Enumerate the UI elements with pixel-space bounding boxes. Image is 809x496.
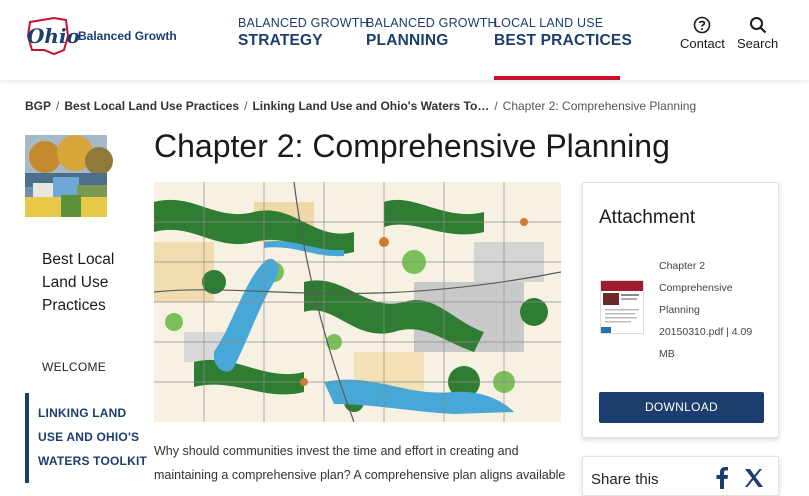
- search-label: Search: [737, 36, 779, 51]
- pdf-thumbnail[interactable]: [600, 280, 644, 334]
- facebook-icon[interactable]: [715, 467, 729, 494]
- file-name-line: Chapter 2: [659, 260, 706, 272]
- share-card: [582, 456, 779, 496]
- land-use-map-image: [154, 182, 561, 422]
- breadcrumb: BGP / Best Local Land Use Practices / Linking Land Use and Ohio's Waters To… / Chapter 2: Comprehensive Planning: [25, 99, 697, 113]
- nav-planning-bottom: PLANNING: [366, 32, 449, 49]
- nav-planning[interactable]: [366, 16, 497, 50]
- nav-best-practices-bottom: BEST PRACTICES: [494, 32, 633, 49]
- contact-label: Contact: [680, 36, 725, 51]
- nav-strategy[interactable]: [238, 16, 369, 50]
- search-icon: [749, 16, 767, 34]
- nav-best-practices[interactable]: [494, 16, 632, 50]
- attachment-card: [582, 182, 779, 438]
- sidebar-item-toolkit[interactable]: [25, 393, 155, 483]
- nav-strategy-bottom: STRATEGY: [238, 32, 323, 49]
- breadcrumb-link[interactable]: Best Local Land Use Practices: [64, 99, 240, 113]
- attachment-title: Attachment: [599, 207, 696, 228]
- share-label: Share this: [591, 471, 659, 488]
- breadcrumb-link[interactable]: BGP: [25, 99, 52, 113]
- page-title: Chapter 2: Comprehensive Planning: [154, 128, 670, 164]
- x-icon[interactable]: [743, 467, 765, 494]
- nav-strategy-top: BALANCED GROWTH: [238, 16, 369, 30]
- download-button[interactable]: DOWNLOAD: [599, 392, 764, 423]
- ohio-logo[interactable]: [24, 16, 177, 56]
- nav-planning-top: BALANCED GROWTH: [366, 16, 497, 30]
- file-name-line: Planning: [659, 304, 700, 316]
- ohio-logo-icon: [24, 16, 80, 56]
- intro-paragraph: Why should communities invest the time and effort in creating and maintaining a comprehensive plan? A comprehensive plan aligns available: [154, 444, 566, 482]
- site-header: [0, 0, 809, 80]
- svg-text:Ohio: Ohio: [27, 24, 80, 48]
- sidebar-item-toolkit-label: LINKING LAND USE AND OHIO'S WATERS TOOLKIT: [38, 406, 148, 468]
- nav-best-practices-top: LOCAL LAND USE: [494, 16, 604, 30]
- nav-active-indicator: [494, 76, 620, 80]
- sidebar-title: Best Local Land Use Practices: [42, 251, 115, 314]
- file-name-line: 20150310.pdf | 4.09: [659, 326, 753, 338]
- file-name-line: Comprehensive: [659, 282, 733, 294]
- logo-text: Balanced Growth: [78, 29, 177, 43]
- sidebar-item-welcome[interactable]: WELCOME: [42, 360, 107, 374]
- breadcrumb-link[interactable]: Linking Land Use and Ohio's Waters To…: [252, 99, 490, 113]
- help-circle-icon: [693, 16, 711, 34]
- section-photo: [25, 135, 107, 217]
- contact-link[interactable]: [680, 16, 725, 51]
- breadcrumb-current: Chapter 2: Comprehensive Planning: [502, 99, 697, 113]
- file-size: MB: [659, 348, 675, 360]
- attachment-file-link[interactable]: [659, 255, 769, 365]
- search-link[interactable]: [737, 16, 778, 51]
